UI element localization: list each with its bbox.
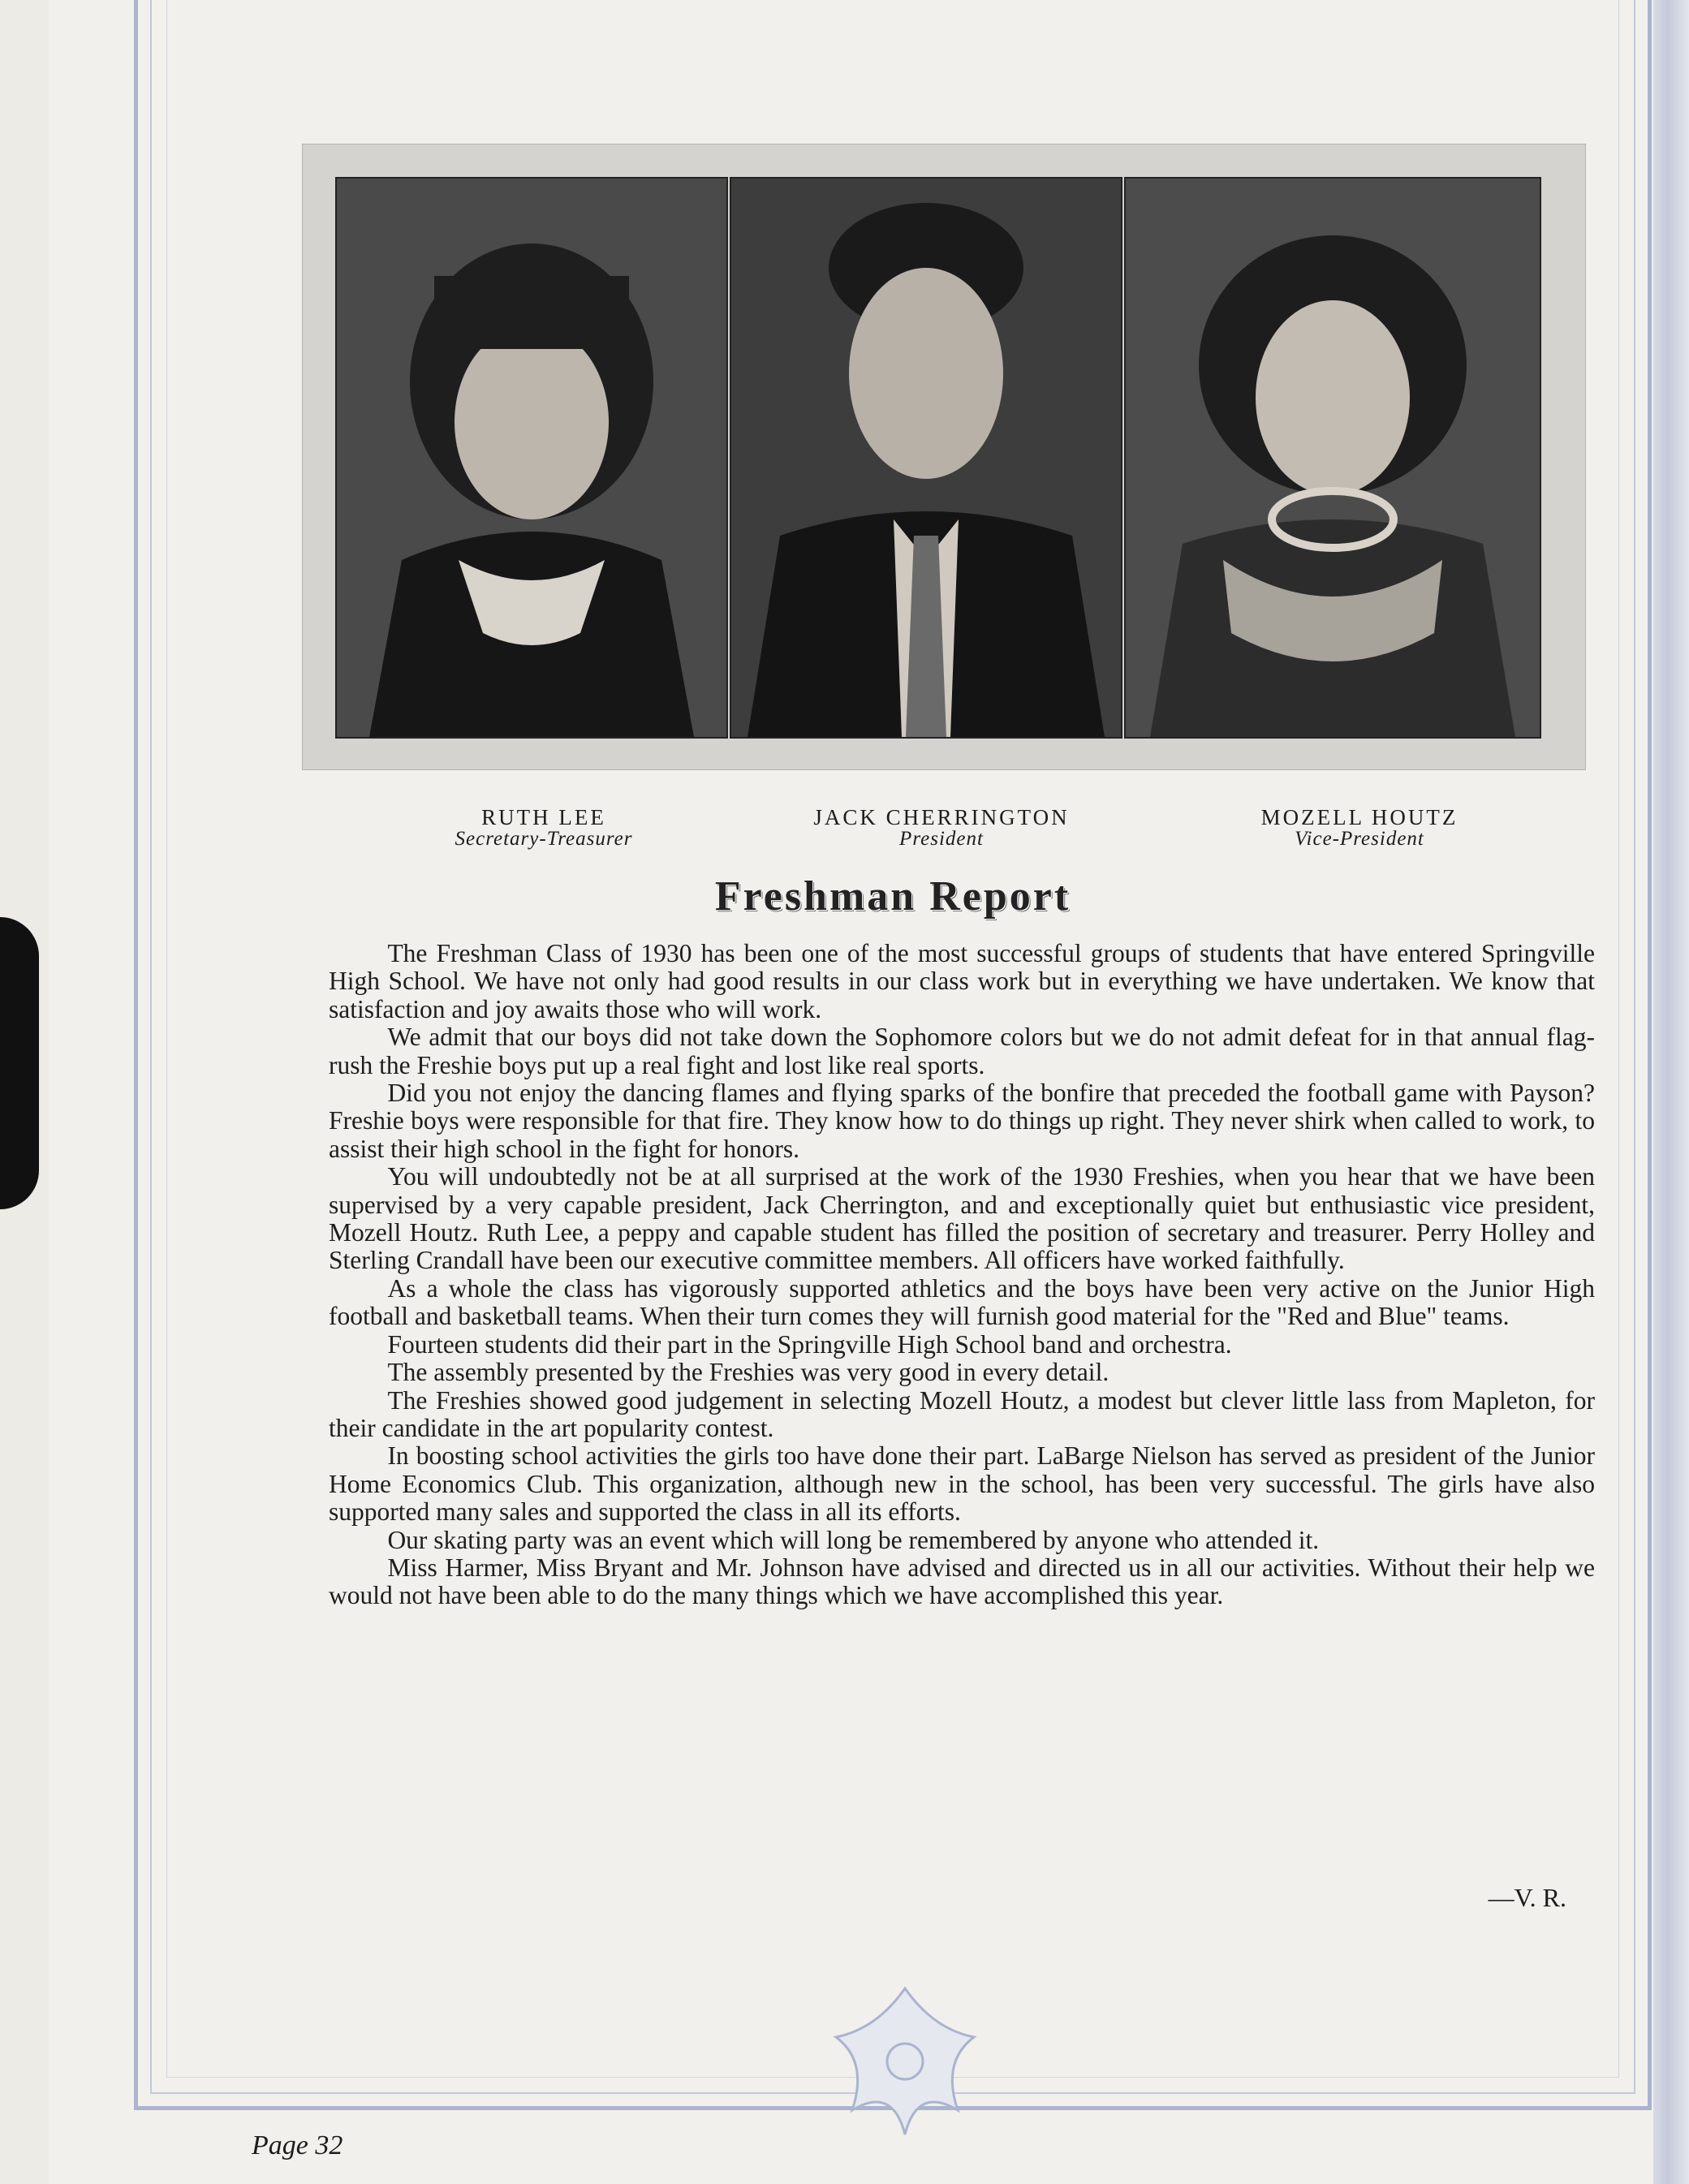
paragraph: Our skating party was an event which will long be remembered by anyone who attended it.	[387, 1525, 1320, 1554]
binding-gutter	[1653, 0, 1689, 2184]
page-title: Freshman Report	[714, 873, 1071, 920]
page-number: Page 32	[252, 2130, 343, 2160]
paragraph: You will undoubtedly not be at all surprised at the work of the 1930 Freshies, when you hear that we have been supervised by a very capable president, Jack Cherrington, and and exceptionally quiet but enthusiastic vice president, Mozell Houtz. Ruth Lee, a peppy and capable student has filled the position of secretary and treasurer. Perry Holley and Sterling Crandall have been our executive committee members. All officers have worked faithfully.	[329, 1162, 1595, 1275]
officer-caption	[357, 806, 730, 851]
paragraph: Fourteen students did their part in the Springville High School band and orchestra.	[387, 1329, 1232, 1359]
yearbook-page	[49, 0, 1689, 2184]
paragraph: The Freshies showed good judgement in selecting Mozell Houtz, a modest but clever little lass from Mapleton, for their candidate in the art popularity contest.	[329, 1385, 1595, 1442]
paragraph: In boosting school activities the girls too have done their part. LaBarge Nielson has served as president of the Junior Home Economics Club. This organization, although new in the school, has been very successful. The girls have also supported many sales and supported the class in all its efforts.	[329, 1441, 1595, 1527]
portrait-photo	[335, 177, 728, 739]
officer-role: Secretary-Treasurer	[455, 828, 633, 851]
officer-name: RUTH LEE	[481, 805, 606, 829]
edge-shadow	[0, 917, 39, 1209]
report-body	[329, 940, 1595, 1610]
paragraph: Did you not enjoy the dancing flames and flying sparks of the bonfire that preceded the football game with Payson? Freshie boys were responsible for that fire. They know how to do things up right. They never shirk when called to work, to assist their high school in the fight for honors.	[329, 1079, 1595, 1163]
officer-role: Vice-President	[1295, 828, 1424, 851]
author-signature: —V. R.	[1488, 1883, 1566, 1912]
officer-photo-panel	[302, 144, 1586, 770]
officer-role: President	[899, 828, 984, 851]
portrait-photo	[730, 177, 1122, 739]
officer-name: MOZELL HOUTZ	[1260, 805, 1458, 829]
paragraph: The Freshman Class of 1930 has been one of the most successful groups of students that have entered Springville High School. We have not only had good results in our class work but in everything we have undertaken. We know that satisfaction and joy awaits those who will work.	[329, 939, 1595, 1023]
paragraph: As a whole the class has vigorously supported athletics and the boys have been very active on the Junior High football and basketball teams. When their turn comes they will furnish good material for the "Red and Blue" teams.	[329, 1273, 1595, 1331]
paragraph: The assembly presented by the Freshies was very good in every detail.	[387, 1358, 1109, 1387]
portrait-photo	[1124, 177, 1541, 739]
officer-caption	[1173, 806, 1546, 851]
paragraph: We admit that our boys did not take down the Sophomore colors but we do not admit defeat for in that annual flag-rush the Freshie boys put up a real fight and lost like real sports.	[329, 1023, 1595, 1079]
decorative-ornament-icon	[812, 1980, 998, 2143]
officer-caption	[755, 806, 1128, 851]
officer-name: JACK CHERRINGTON	[813, 805, 1070, 829]
paragraph: Miss Harmer, Miss Bryant and Mr. Johnson have advised and directed us in all our activities. Without their help we would not have been able to do the many things which we have accomplished this year.	[329, 1553, 1595, 1610]
